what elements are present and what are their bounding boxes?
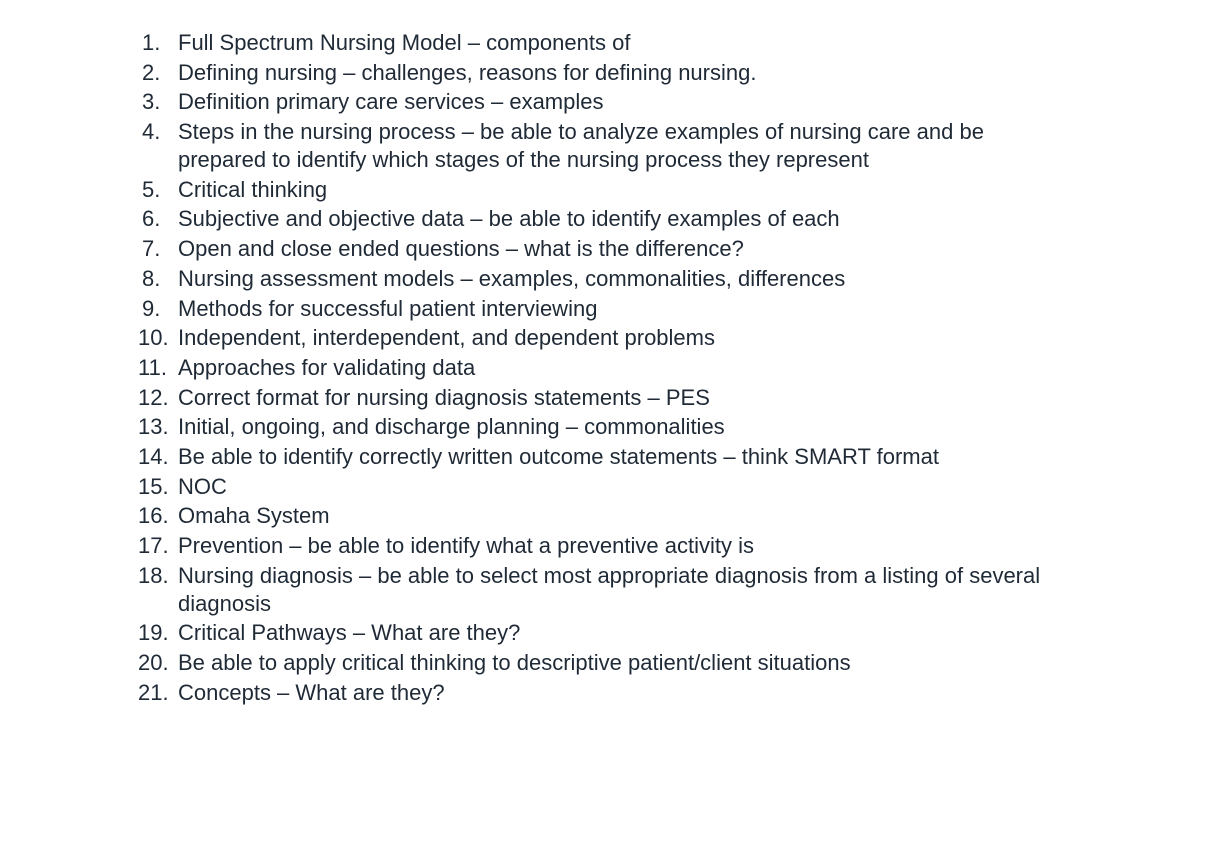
list-item: [138, 295, 1078, 323]
list-item-text: Be able to apply critical thinking to descriptive patient/client situations: [178, 650, 851, 676]
list-item-text: Methods for successful patient interviewing: [178, 295, 598, 321]
list-item-number: 12.: [138, 384, 169, 410]
list-item-number: 6.: [142, 206, 161, 232]
list-item: [138, 205, 1078, 233]
list-item: [138, 29, 1078, 57]
list-item-number: 15.: [138, 473, 169, 499]
list-item: [138, 413, 1078, 441]
list-item-text: Critical Pathways – What are they?: [178, 620, 521, 646]
list-item: [138, 473, 1078, 501]
study-topics-list: [138, 29, 1078, 708]
list-item-text: Critical thinking: [178, 176, 328, 202]
list-item: [138, 562, 1078, 618]
list-item-number: 11.: [138, 354, 167, 380]
list-item: [138, 59, 1078, 87]
list-item: [138, 265, 1078, 293]
list-item: [138, 679, 1078, 707]
list-item-text: NOC: [178, 473, 227, 499]
list-item-text: Concepts – What are they?: [178, 679, 445, 705]
list-item-number: 13.: [138, 414, 169, 440]
list-item: [138, 235, 1078, 263]
list-item-text: Steps in the nursing process – be able to analyze examples of nursing care and be prepared to identify which stages of the nursing process they represent: [178, 119, 984, 173]
list-item-number: 8.: [142, 265, 161, 291]
list-item-number: 7.: [142, 236, 161, 262]
list-item-number: 17.: [138, 533, 169, 558]
list-item-text: Open and close ended questions – what is the difference?: [178, 236, 744, 262]
list-item-number: 4.: [142, 119, 161, 145]
list-item-text: Full Spectrum Nursing Model – components of: [178, 30, 631, 55]
list-item-number: 10.: [138, 325, 169, 351]
list-item-text: Correct format for nursing diagnosis statements – PES: [178, 384, 710, 410]
list-item: [138, 619, 1078, 647]
list-item-number: 5.: [142, 176, 161, 202]
list-item-number: 1.: [142, 30, 161, 55]
list-item-text: Defining nursing – challenges, reasons for defining nursing.: [178, 59, 757, 85]
list-item-text: Nursing assessment models – examples, commonalities, differences: [178, 265, 846, 291]
list-item-number: 3.: [142, 89, 161, 115]
list-item-text: Be able to identify correctly written outcome statements – think SMART format: [178, 443, 939, 469]
list-item-text: Independent, interdependent, and dependent problems: [178, 325, 715, 351]
list-item: [138, 443, 1078, 471]
list-item-text: Approaches for validating data: [178, 354, 476, 380]
list-item: [138, 88, 1078, 116]
list-item-number: 9.: [142, 295, 161, 321]
list-item-number: 20.: [138, 650, 169, 676]
list-item: [138, 324, 1078, 352]
list-item-text: Nursing diagnosis – be able to select most appropriate diagnosis from a listing of several diagnosis: [178, 562, 1041, 616]
list-item: [138, 118, 1078, 174]
list-item-number: 19.: [138, 620, 169, 646]
list-item: [138, 384, 1078, 412]
list-item: [138, 354, 1078, 382]
list-item-text: Subjective and objective data – be able to identify examples of each: [178, 206, 840, 232]
list-item-number: 18.: [138, 562, 169, 588]
list-item: [138, 176, 1078, 204]
list-item-number: 14.: [138, 443, 169, 469]
list-item: [138, 532, 1078, 560]
list-item-text: Initial, ongoing, and discharge planning – commonalities: [178, 414, 725, 440]
list-item-number: 16.: [138, 503, 169, 529]
list-item-text: Prevention – be able to identify what a preventive activity is: [178, 533, 754, 558]
list-item: [138, 502, 1078, 530]
list-item-number: 2.: [142, 59, 161, 85]
list-item: [138, 649, 1078, 677]
list-item-text: Omaha System: [178, 503, 330, 529]
list-item-number: 21.: [138, 679, 169, 705]
list-item-text: Definition primary care services – examples: [178, 89, 604, 115]
